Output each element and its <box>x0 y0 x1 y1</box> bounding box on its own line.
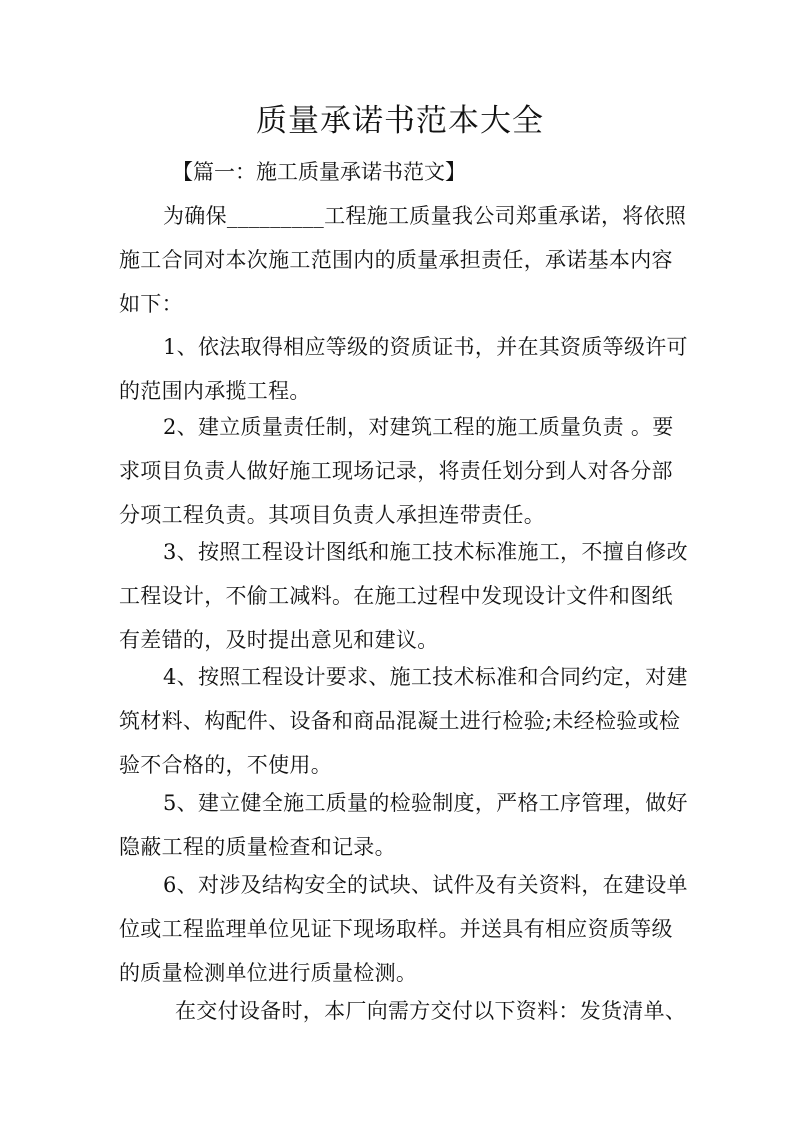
commitment-item-6: 6、对涉及结构安全的试块、试件及有关资料，在建设单位或工程监理单位见证下现场取样。并送具有相应资质等级的质量检测单位进行质量检测。 <box>119 873 688 985</box>
intro-paragraph: 为确保_________工程施工质量我公司郑重承诺，将依照施工合同对本次施工范围内的质量承担责任，承诺基本内容如下： <box>119 204 687 316</box>
commitment-item-2: 2、建立质量责任制，对建筑工程的施工质量负责 。要求项目负责人做好施工现场记录，将责任划分到人对各分部分项工程负责。其项目负责人承担连带责任。 <box>119 415 674 527</box>
commitment-item-4: 4、按照工程设计要求、施工技术标准和合同约定，对建筑材料、构配件、设备和商品混凝土进行检验;未经检验或检验不合格的，不使用。 <box>119 665 688 777</box>
commitment-item-3: 3、按照工程设计图纸和施工技术标准施工，不擅自修改工程设计，不偷工减料。在施工过程中发现设计文件和图纸有差错的，及时提出意见和建议。 <box>119 540 688 652</box>
delivery-paragraph: 在交付设备时，本厂向需方交付以下资料：发货清单、 <box>175 999 687 1023</box>
document-title: 质量承诺书范本大全 <box>256 103 544 139</box>
commitment-item-5: 5、建立健全施工质量的检验制度，严格工序管理，做好隐蔽工程的质量检查和记录。 <box>119 791 688 859</box>
commitment-item-1: 1、依法取得相应等级的资质证书，并在其资质等级许可的范围内承揽工程。 <box>119 335 688 403</box>
section-heading: 【篇一：施工质量承诺书范文】 <box>172 160 466 184</box>
